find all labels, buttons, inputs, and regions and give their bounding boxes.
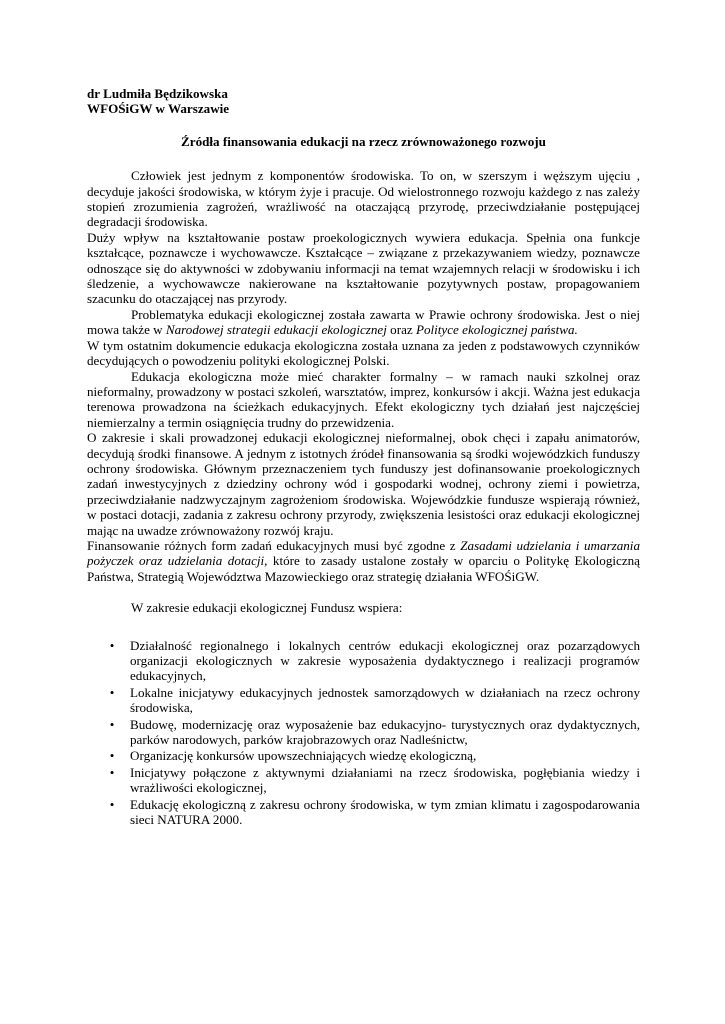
paragraph-2: Duży wpływ na kształtowanie postaw proekologicznych wywiera edukacja. Spełnia ona funkcje kształcące, poznawcze i wychowawcze. Kształcące – związane z przekazywaniem wiedzy, poznawcze odnoszące się do aktywności w zdobywaniu informacji na temat wzajemnych relacji w środowisku i ich śledzenie, a wychowawcze nakierowane na kształtowanie pozytywnych postaw, propagowaniem szacunku do otaczającej nas przyrody. [87,229,640,307]
author-institution: WFOŚiGW w Warszawie [87,101,230,117]
list-item [87,717,640,748]
list-item-text: Budowę, modernizację oraz wyposażenie baz edukacyjno- turystycznych oraz dydaktycznych, parków narodowych, parków krajobrazowych oraz Nadleśnictw, [130,716,640,748]
paragraph-3-italic-policy: Polityce ekologicznej państwa. [415,322,578,338]
bullet-icon: • [109,684,115,700]
paragraph-4: W tym ostatnim dokumencie edukacja ekologiczna została uznana za jeden z podstawowych czynników decydujących o powodzeniu polityki ekologicznej Polski. [87,337,640,369]
paragraph-7-text-b: które to zasady ustalone zostały w oparciu o Politykę Ekologiczną Państwa, Strategią Województwa Mazowieckiego oraz strategię działania WFOŚiGW. [87,553,640,584]
list-item [87,638,640,684]
list-item-text: Lokalne inicjatywy edukacyjnych jednostek samorządowych w działaniach na rzecz ochrony środowiska, [130,684,640,716]
paragraph-1: Człowiek jest jednym z komponentów środowiska. To on, w szerszym i węższym ujęciu , decyduje jakości środowiska, w którym żyje i pracuje. Od wielostronnego rozwoju każdego z nas zależy stopień zrozumienia zagrożeń, wrażliwość na otaczającą przyrodę, przeciwdziałanie postępującej degradacji środowiska. [87,168,640,230]
document-title: Źródła finansowania edukacji na rzecz zrównoważonego rozwoju [181,133,546,149]
list-item [87,748,640,763]
bullet-icon: • [109,716,115,732]
list-item-text: Edukację ekologiczną z zakresu ochrony środowiska, w tym zmian klimatu i zagospodarowania sieci NATURA 2000. [130,796,640,828]
paragraph-7-italic-rules: Zasadami udzielania i umarzania pożyczek oraz udzielania dotacji, [87,537,640,569]
paragraph-5: Edukacja ekologiczna może mieć charakter formalny – w ramach nauki szkolnej oraz nieformalny, prowadzony w postaci szkoleń, warsztatów, imprez, konkursów i akcji. Ważna jest edukacja terenowa prowadzona na ścieżkach edukacyjnych. Efekt ekologiczny tych działań jest najczęściej niemierzalny a termin osiągnięcia trudny do przewidzenia. [87,368,640,430]
support-list [87,638,640,828]
list-item [87,685,640,716]
paragraph-3 [87,307,640,338]
paragraph-3-text-b: oraz [386,322,416,338]
bullet-icon: • [109,637,115,653]
bullet-icon: • [109,796,115,812]
bullet-icon: • [109,764,115,780]
list-item [87,797,640,828]
paragraph-7-text-a: Finansowanie różnych form zadań edukacyjnych musi być zgodne z [87,537,461,553]
list-item-text: Organizację konkursów upowszechniających wiedzę ekologiczną, [130,748,477,764]
paragraph-3-italic-strategy: Narodowej strategii edukacji ekologicznej [165,322,387,338]
document-content [87,86,640,828]
paragraph-6: O zakresie i skali prowadzonej edukacji ekologicznej nieformalnej, obok chęci i zapału animatorów, decydują środki finansowe. A jednym z istotnych źródeł finansowania są środki wojewódzkich funduszy ochrony środowiska. Głównym przeznaczeniem tych funduszy jest dofinansowanie proekologicznych zadań inwestycyjnych z dziedziny ochrony wód i gospodarki wodnej, ochrony ziemi i powietrza, przeciwdziałanie nadzwyczajnym zagrożeniom środowiska. Wojewódzkie fundusze wspierają również, w postaci dotacji, zadania z zakresu ochrony przyrody, zwiększenia lesistości oraz edukacji ekologicznej mając na uwadze zrównoważony rozwój kraju. [87,430,640,538]
bullet-icon: • [109,748,115,764]
paragraph-3-text-a: Problematyka edukacji ekologicznej została zawarta w Prawie ochrony środowiska. Jest o niej mowa także w [87,306,640,338]
list-item-text: Działalność regionalnego i lokalnych centrów edukacji ekologicznej oraz pozarządowych organizacji ekologicznych w zakresie wyposażenia dydaktycznego i realizacji programów edukacyjnych, [130,637,640,684]
paragraph-7 [87,538,640,584]
list-item [87,765,640,796]
list-item-text: Inicjatywy połączone z aktywnymi działaniami na rzecz środowiska, pogłębiania wiedzy i wrażliwości ekologicznej, [130,764,640,796]
author-name: dr Ludmiła Będzikowska [87,86,228,101]
list-intro: W zakresie edukacji ekologicznej Fundusz wspiera: [131,600,403,616]
